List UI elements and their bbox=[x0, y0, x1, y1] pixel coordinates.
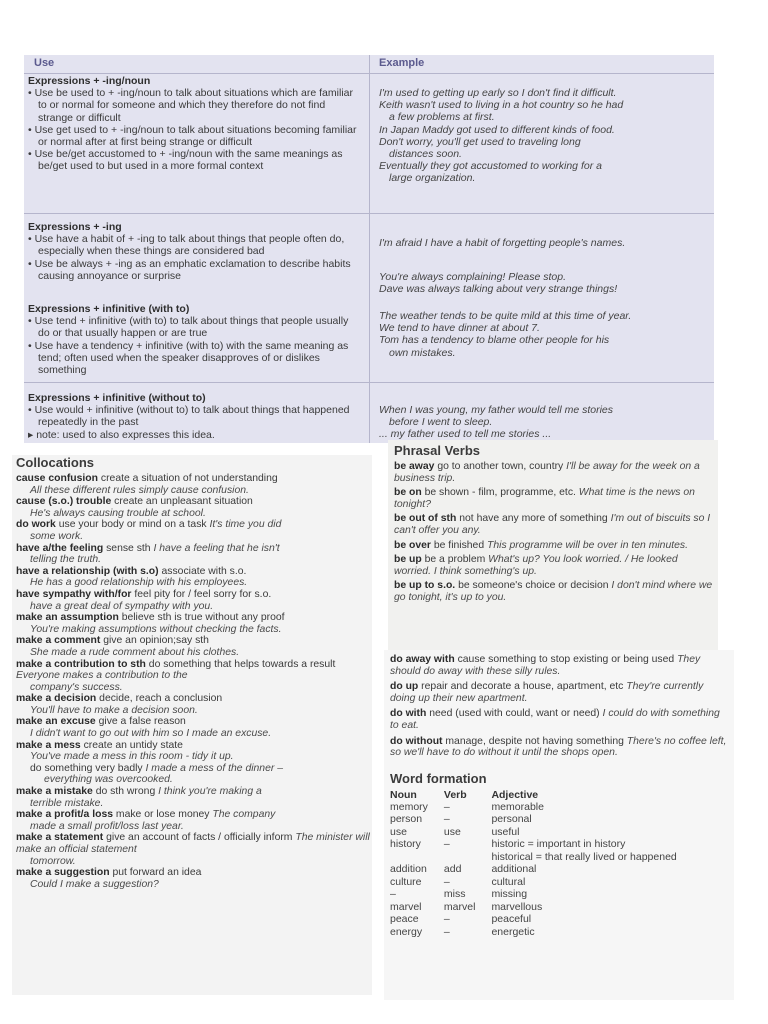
example-cell bbox=[379, 237, 713, 296]
word-formation-row bbox=[390, 913, 693, 926]
collocation-definition: give an account of facts / officially inform bbox=[106, 832, 293, 844]
word-formation-cell: – bbox=[443, 838, 450, 851]
word-formation-cell: – bbox=[443, 800, 450, 813]
example-line: Dave was always talking about very strange things! bbox=[379, 283, 618, 296]
word-formation-column-header: Verb bbox=[443, 788, 467, 801]
word-formation-cell: peaceful bbox=[491, 913, 532, 926]
collocation-example: some work. bbox=[30, 530, 84, 542]
word-formation-cell: use bbox=[443, 825, 461, 838]
collocation-example: have a great deal of sympathy with you. bbox=[30, 600, 214, 612]
collocation-example-inline: The minister will make an official statement bbox=[16, 832, 370, 855]
collocation-term: make a contribution to sth bbox=[16, 658, 146, 670]
collocations-title: Collocations bbox=[16, 455, 95, 470]
example-line: own mistakes. bbox=[389, 346, 456, 359]
word-formation-cell: historic = important in history bbox=[491, 838, 626, 851]
example-column-header: Example bbox=[379, 57, 425, 69]
word-formation-row bbox=[390, 926, 693, 939]
collocation-entry bbox=[16, 589, 370, 612]
phrasal-verb-definition: need (used with could, want or need) bbox=[429, 708, 600, 720]
collocation-entry bbox=[16, 496, 370, 519]
collocation-term: make a profit/a loss bbox=[16, 809, 114, 821]
collocation-entry bbox=[16, 473, 370, 496]
collocation-definition: do something that helps towards a result bbox=[148, 658, 336, 670]
usage-bullet: • Use be used to + -ing/noun to talk about situations which are familiar to or normal for someone and which they therefore do not find strange or difficult bbox=[28, 87, 353, 124]
collocation-entry bbox=[16, 740, 370, 763]
phrasal-verb-definition: be finished bbox=[433, 539, 485, 551]
collocation-definition: sense sth bbox=[106, 542, 151, 554]
phrasal-verb-example: I'll be away for the week on a business trip. bbox=[394, 461, 700, 484]
word-formation-cell: marvellous bbox=[491, 900, 543, 913]
word-formation-title: Word formation bbox=[390, 770, 487, 786]
use-cell bbox=[28, 392, 362, 441]
collocation-term: have sympathy with/for bbox=[16, 588, 132, 600]
collocation-example: telling the truth. bbox=[30, 554, 102, 566]
word-formation-cell: culture bbox=[390, 875, 422, 888]
collocation-term: make a mess bbox=[16, 739, 81, 751]
word-formation-cell: addition bbox=[390, 863, 427, 876]
word-formation-row bbox=[390, 813, 693, 826]
usage-bullet: • Use would + infinitive (without to) to talk about things that happened repeatedly in the past bbox=[28, 404, 350, 429]
collocation-term: make an excuse bbox=[16, 716, 96, 728]
phrasal-verb-entry bbox=[394, 580, 714, 603]
word-formation-cell: add bbox=[443, 863, 462, 876]
section-heading: Expressions + -ing/noun bbox=[28, 75, 151, 87]
word-formation-cell bbox=[444, 851, 492, 864]
word-formation-cell: – bbox=[390, 888, 396, 901]
collocation-example: everything was overcooked. bbox=[44, 774, 173, 786]
use-cell bbox=[28, 75, 362, 173]
collocation-definition: create a situation of not understanding bbox=[100, 473, 278, 484]
collocation-entry bbox=[16, 519, 370, 542]
grammar-table bbox=[24, 55, 714, 443]
word-formation-cell: – bbox=[443, 913, 450, 926]
column-divider bbox=[369, 55, 370, 443]
phrasal-verb-term: do without bbox=[390, 735, 443, 747]
word-formation-row bbox=[390, 826, 693, 839]
phrasal-verb-entry bbox=[394, 554, 714, 577]
collocation-term: have a/the feeling bbox=[16, 542, 104, 554]
phrasal-verb-entry bbox=[390, 708, 730, 731]
collocation-example: You're making assumptions without checking the facts. bbox=[30, 623, 282, 635]
phrasal-verb-definition: not have any more of something bbox=[459, 513, 608, 525]
phrasal-verb-term: do away with bbox=[390, 654, 455, 665]
collocation-definition: decide, reach a conclusion bbox=[99, 693, 223, 705]
collocation-definition: believe sth is true without any proof bbox=[121, 612, 285, 624]
word-formation-column-header: Adjective bbox=[491, 788, 539, 801]
collocation-definition: create an unpleasant situation bbox=[114, 496, 253, 508]
section-heading: Expressions + infinitive (with to) bbox=[28, 303, 190, 315]
example-line: before I went to sleep. bbox=[389, 416, 493, 429]
use-cell bbox=[28, 221, 362, 282]
phrasal-verb-example: What's up? You look worried. / He looked worried. I think something's up. bbox=[394, 554, 678, 577]
collocation-entry bbox=[16, 832, 370, 867]
collocation-entry bbox=[16, 867, 370, 890]
collocation-example-inline: I have a feeling that he isn't bbox=[153, 542, 280, 554]
phrasal-verb-definition: be someone's choice or decision bbox=[458, 580, 609, 592]
phrasal-verb-example: I'm out of biscuits so I can't offer you any. bbox=[394, 513, 711, 536]
phrasal-verbs-panel bbox=[388, 440, 718, 650]
word-formation-cell: miss bbox=[443, 888, 466, 901]
example-cell bbox=[379, 87, 713, 185]
example-line: Keith wasn't used to living in a hot country so he had bbox=[379, 99, 624, 112]
phrasal-verb-entry bbox=[394, 487, 714, 510]
use-column-header: Use bbox=[34, 57, 55, 69]
example-line: We tend to have dinner at about 7. bbox=[379, 322, 540, 335]
word-formation-cell: missing bbox=[491, 888, 528, 901]
collocation-entry bbox=[16, 635, 370, 658]
word-formation-row bbox=[390, 876, 693, 889]
phrasal-verb-entry bbox=[390, 736, 730, 759]
collocation-definition: do something very badly bbox=[30, 762, 143, 774]
phrasal-verbs-title: Phrasal Verbs bbox=[394, 443, 480, 458]
collocation-entry bbox=[16, 543, 370, 566]
example-line: Tom has a tendency to blame other people for his bbox=[379, 334, 610, 347]
example-line: ... my father used to tell me stories ... bbox=[379, 428, 552, 441]
usage-bullet: • Use have a tendency + infinitive (with to) with the same meaning as tend; often used when the speaker disapproves of or dislikes something bbox=[28, 339, 349, 377]
phrasal-verb-term: be over bbox=[394, 539, 431, 551]
collocation-term: make a decision bbox=[16, 693, 97, 705]
word-formation-cell bbox=[390, 851, 444, 864]
example-line: a few problems at first. bbox=[389, 111, 495, 124]
collocation-example: I didn't want to go out with him so I made an excuse. bbox=[30, 728, 272, 740]
phrasal-verb-example: I could do with something to eat. bbox=[390, 708, 720, 731]
word-formation-cell: memorable bbox=[491, 800, 544, 813]
collocation-example: company's success. bbox=[30, 681, 123, 693]
phrasal-verb-entry bbox=[394, 540, 714, 552]
word-formation-cell: energetic bbox=[491, 925, 535, 938]
phrasal-verb-entry bbox=[390, 681, 730, 704]
phrasal-verb-term: do up bbox=[390, 681, 419, 693]
collocation-definition: create an untidy state bbox=[83, 739, 183, 751]
phrasal-verb-example: What time is the news on tonight? bbox=[394, 487, 695, 510]
collocation-example: tomorrow. bbox=[30, 855, 76, 867]
collocation-term: make an assumption bbox=[16, 612, 119, 624]
collocation-entry bbox=[16, 763, 370, 786]
word-formation-cell: historical = that really lived or happened bbox=[491, 850, 677, 863]
collocation-example-inline: Everyone makes a contribution to the bbox=[16, 670, 188, 682]
collocation-term: have a relationship (with s.o) bbox=[16, 565, 159, 577]
word-formation-column-header: Noun bbox=[390, 788, 417, 801]
collocation-example-inline: It's time you did bbox=[209, 519, 282, 531]
phrasal-verb-entry bbox=[390, 654, 730, 677]
usage-bullet: • Use be/get accustomed to + -ing/noun with the same meanings as be/get used to but used in a more formal context bbox=[28, 148, 343, 173]
collocation-definition: do sth wrong bbox=[95, 786, 156, 798]
phrasal-verb-entry bbox=[394, 513, 714, 536]
example-line: distances soon. bbox=[389, 148, 462, 161]
word-formation-cell: personal bbox=[491, 813, 532, 826]
phrasal-verb-term: do with bbox=[390, 708, 427, 720]
collocation-definition: make or lose money bbox=[115, 809, 210, 821]
collocation-example-inline: The company bbox=[212, 809, 276, 821]
word-formation-row bbox=[390, 851, 693, 864]
phrasal-verb-entry bbox=[394, 461, 714, 484]
row-divider bbox=[24, 213, 714, 214]
collocation-example: He's always causing trouble at school. bbox=[30, 507, 206, 519]
phrasal-verb-term: be on bbox=[394, 487, 422, 499]
phrasal-verb-term: be out of sth bbox=[394, 513, 457, 525]
phrasal-verb-definition: repair and decorate a house, apartment, etc bbox=[421, 681, 624, 693]
collocation-example: He has a good relationship with his employees. bbox=[30, 577, 248, 589]
usage-bullet: • Use be always + -ing as an emphatic exclamation to describe habits causing annoyance or surprise bbox=[28, 257, 351, 282]
word-formation-cell: memory bbox=[390, 800, 428, 813]
example-line: Eventually they got accustomed to working for a bbox=[379, 160, 602, 173]
collocation-term: make a comment bbox=[16, 635, 101, 647]
collocation-example: All these different rules simply cause confusion. bbox=[30, 484, 249, 496]
collocation-entry bbox=[16, 809, 370, 832]
collocation-example: made a small profit/loss last year. bbox=[30, 820, 184, 832]
collocation-example: Could I make a suggestion? bbox=[30, 878, 159, 890]
word-formation-cell: additional bbox=[491, 863, 537, 876]
section-heading: Expressions + infinitive (without to) bbox=[28, 392, 206, 404]
example-cell bbox=[379, 310, 713, 359]
phrasal-verb-example: This programme will be over in ten minutes. bbox=[487, 539, 688, 551]
word-formation-cell: energy bbox=[390, 925, 423, 938]
word-formation-cell: cultural bbox=[491, 875, 526, 888]
phrasal-verb-definition: manage, despite not having something bbox=[445, 735, 624, 747]
word-formation-table bbox=[390, 789, 693, 939]
collocation-definition: associate with s.o. bbox=[161, 565, 247, 577]
collocation-term: make a mistake bbox=[16, 786, 93, 798]
do-phrasal-and-word-formation-panel bbox=[384, 650, 734, 1000]
word-formation-cell: peace bbox=[390, 913, 419, 926]
example-line: In Japan Maddy got used to different kinds of food. bbox=[379, 123, 615, 136]
usage-bullet: • Use have a habit of + -ing to talk about things that people often do, especially when these things are considered bad bbox=[28, 233, 345, 258]
word-formation-cell: marvel bbox=[443, 900, 476, 913]
collocation-example: You've made a mess in this room - tidy it up. bbox=[30, 751, 234, 763]
collocations-panel bbox=[12, 455, 372, 995]
collocation-term: cause confusion bbox=[16, 473, 98, 484]
example-cell bbox=[379, 404, 713, 441]
word-formation-row bbox=[390, 901, 693, 914]
collocation-term: make a statement bbox=[16, 832, 104, 844]
phrasal-verb-definition: be a problem bbox=[424, 554, 486, 566]
collocation-example-inline: I made a mess of the dinner – bbox=[145, 762, 283, 774]
usage-bullet: • Use tend + infinitive (with to) to talk about things that people usually do or that usually happen or are true bbox=[28, 315, 349, 340]
collocation-example: terrible mistake. bbox=[30, 797, 104, 809]
phrasal-verb-term: be away bbox=[394, 461, 435, 472]
row-divider bbox=[24, 382, 714, 383]
collocation-definition: use your body or mind on a task bbox=[58, 519, 207, 531]
collocation-entry bbox=[16, 786, 370, 809]
word-formation-row bbox=[390, 863, 693, 876]
phrasal-verb-definition: be shown - film, programme, etc. bbox=[424, 487, 576, 499]
collocation-example-inline: I think you're making a bbox=[158, 786, 262, 798]
phrasal-verb-term: be up to s.o. bbox=[394, 580, 456, 592]
phrasal-verb-example: I don't mind where we go tonight, it's up to you. bbox=[394, 580, 713, 603]
collocation-example: You'll have to make a decision soon. bbox=[30, 704, 198, 716]
word-formation-cell: – bbox=[443, 813, 450, 826]
word-formation-row bbox=[390, 888, 693, 901]
word-formation-row bbox=[390, 838, 693, 851]
collocation-definition: give an opinion;say sth bbox=[103, 635, 209, 647]
phrasal-verb-example: There's no coffee left, so we'll have to do without it until the shops open. bbox=[390, 735, 727, 759]
word-formation-cell: person bbox=[390, 813, 423, 826]
collocation-entry bbox=[16, 716, 370, 739]
example-line: The weather tends to be quite mild at this time of year. bbox=[379, 310, 632, 322]
example-line: I'm used to getting up early so I don't find it difficult. bbox=[379, 87, 617, 99]
collocation-term: cause (s.o.) trouble bbox=[16, 496, 112, 508]
phrasal-verb-example: They're currently doing up their new apartment. bbox=[390, 681, 704, 704]
use-cell bbox=[28, 303, 362, 376]
example-line: large organization. bbox=[389, 172, 476, 185]
collocation-definition: give a false reason bbox=[98, 716, 186, 728]
collocation-entry bbox=[16, 566, 370, 589]
section-heading: Expressions + -ing bbox=[28, 221, 122, 233]
collocation-entry bbox=[16, 612, 370, 635]
collocation-definition: feel pity for / feel sorry for s.o. bbox=[134, 588, 272, 600]
usage-bullet: ▸ note: used to also expresses this idea. bbox=[28, 428, 215, 441]
word-formation-cell: marvel bbox=[390, 900, 422, 913]
phrasal-verb-term: be up bbox=[394, 554, 422, 566]
collocation-entry bbox=[16, 659, 370, 694]
phrasal-verb-definition: cause something to stop existing or being used bbox=[457, 654, 675, 665]
example-line: When I was young, my father would tell me stories bbox=[379, 404, 614, 416]
example-line: You're always complaining! Please stop. bbox=[379, 271, 567, 284]
collocation-entry bbox=[16, 693, 370, 716]
phrasal-verb-example: They should do away with these silly rules. bbox=[390, 654, 701, 677]
word-formation-row bbox=[390, 801, 693, 814]
phrasal-verb-definition: go to another town, country bbox=[437, 461, 564, 472]
collocation-term: do work bbox=[16, 519, 56, 531]
example-line: Don't worry, you'll get used to traveling long bbox=[379, 135, 581, 148]
collocation-definition: put forward an idea bbox=[112, 867, 202, 879]
collocation-example: She made a rude comment about his clothes. bbox=[30, 646, 240, 658]
example-line: I'm afraid I have a habit of forgetting people's names. bbox=[379, 237, 626, 249]
usage-bullet: • Use get used to + -ing/noun to talk about situations becoming familiar or normal after at first being strange or difficult bbox=[28, 123, 357, 149]
word-formation-cell: history bbox=[390, 838, 421, 851]
word-formation-cell: use bbox=[390, 825, 407, 838]
word-formation-cell: – bbox=[443, 925, 450, 938]
word-formation-cell: – bbox=[443, 875, 450, 888]
collocation-term: make a suggestion bbox=[16, 867, 110, 879]
word-formation-cell: useful bbox=[491, 825, 520, 838]
